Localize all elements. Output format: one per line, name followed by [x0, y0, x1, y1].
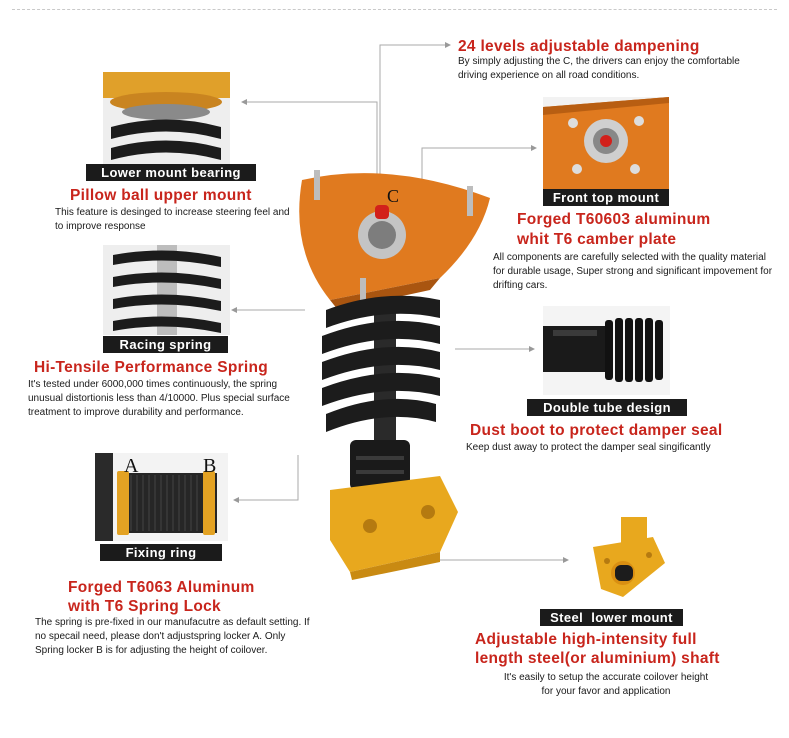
steel-mount-heading-2: length steel(or aluminium) shaft [475, 650, 720, 667]
front-top-mount-photo [543, 97, 669, 189]
double-tube-photo [543, 306, 670, 395]
steel-mount-heading-1: Adjustable high-intensity full [475, 631, 697, 648]
spring-lock-desc: The spring is pre-fixed in our manufacutre as default setting. If no specail need, please don't adjustspring locker A. Only Spring locker B is for adjusting the height of coilover. [35, 617, 310, 656]
bearing-illustration [103, 72, 230, 164]
lower-mount-illustration [583, 517, 678, 606]
pillow-ball-heading: Pillow ball upper mount [70, 187, 252, 204]
fixing-ring-caption: Fixing ring [100, 544, 222, 561]
double-tube-desc: Keep dust away to protect the damper seal singificantly [466, 442, 711, 453]
front-top-mount-caption: Front top mount [543, 189, 669, 206]
camber-plate-illustration [543, 97, 669, 189]
spring-locker-b-label: B [203, 455, 217, 477]
spring-lock-heading-2: with T6 Spring Lock [68, 598, 221, 615]
steel-lower-mount-photo [583, 517, 678, 606]
adjuster-c-label: C [387, 186, 400, 206]
hi-tensile-heading: Hi-Tensile Performance Spring [34, 359, 269, 376]
dampening-desc: By simply adjusting the C, the drivers can enjoy the comfortable driving experience on all road conditions. [458, 56, 740, 81]
coilover-illustration [290, 160, 500, 580]
front-top-heading-1: Forged T60603 aluminum [517, 211, 711, 228]
steel-lower-mount-caption: Steel lower mount [540, 609, 683, 626]
fixing-ring-photo [95, 453, 228, 541]
double-tube-caption: Double tube design [527, 399, 687, 416]
steel-mount-desc: It's easily to setup the accurate coilover height for your favor and application [503, 672, 709, 697]
racing-spring-photo [103, 245, 230, 335]
front-top-desc: All components are carefully selected with the quality material for durable usage, Super strong and significant impovement for drifting cars. [493, 252, 773, 291]
spring-locker-a-label: A [124, 455, 139, 477]
dampening-heading: 24 levels adjustable dampening [458, 38, 700, 55]
pillow-ball-desc: This feature is desinged to increase steering feel and to improve response [55, 207, 290, 232]
spring-lock-heading-1: Forged T6063 Aluminum [68, 579, 255, 596]
spring-illustration [103, 245, 230, 335]
front-top-heading-2: whit T6 camber plate [517, 231, 677, 248]
lower-mount-bearing-caption: Lower mount bearing [86, 164, 256, 181]
racing-spring-caption: Racing spring [103, 336, 228, 353]
hi-tensile-desc: It's tested under 6000,000 times continuously, the spring unusual distortionis less than 4/10000. Plus special surface treatment to improve durability and performance. [28, 379, 290, 418]
dust-boot-illustration [543, 306, 670, 395]
double-tube-heading: Dust boot to protect damper seal [470, 422, 723, 439]
lower-mount-bearing-photo [103, 72, 230, 164]
line-fixing-ring [234, 455, 298, 500]
